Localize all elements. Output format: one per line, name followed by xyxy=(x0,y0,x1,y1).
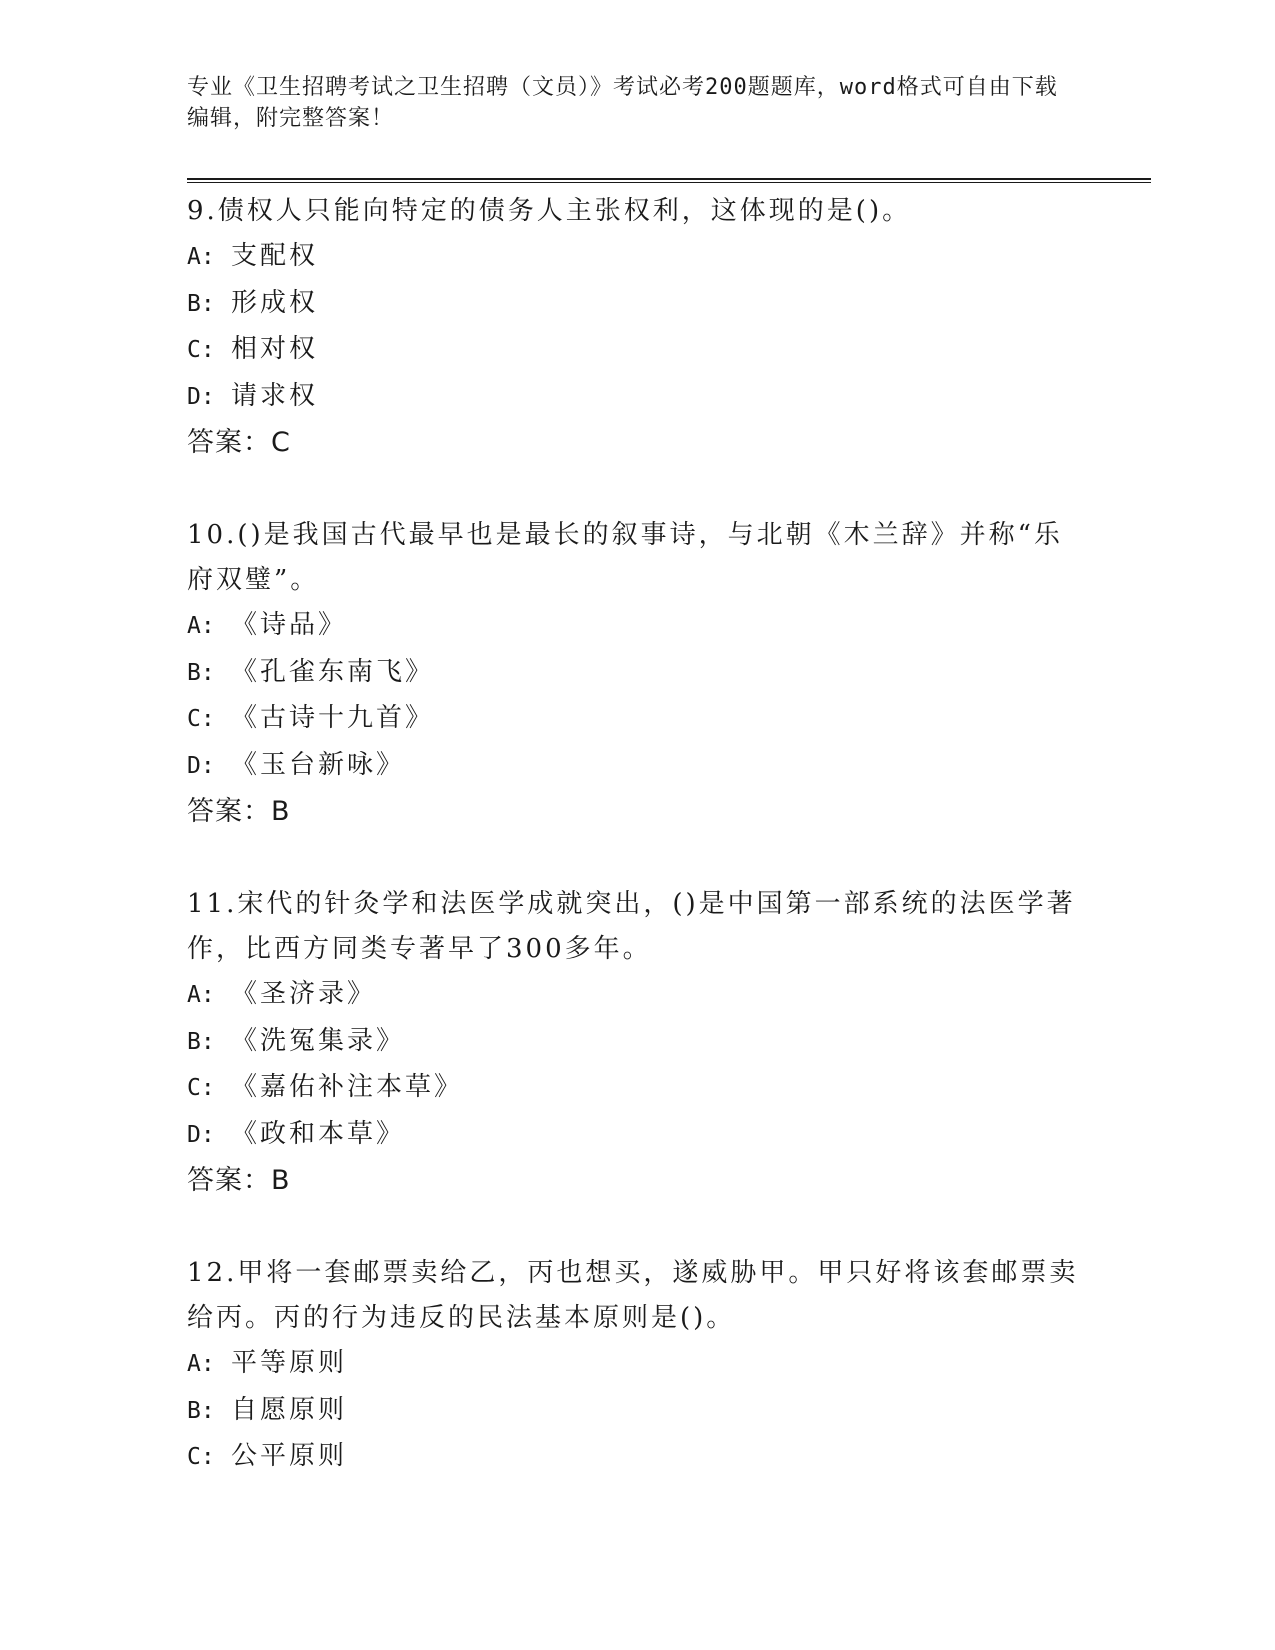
option-d xyxy=(187,374,1087,421)
option-a xyxy=(187,603,1087,650)
option-text: 《圣济录》 xyxy=(231,979,377,1009)
option-key: D: xyxy=(187,752,215,779)
question-9 xyxy=(187,189,1087,466)
option-a xyxy=(187,234,1087,281)
option-text: 请求权 xyxy=(231,380,319,411)
option-a xyxy=(187,1341,1087,1388)
option-b xyxy=(187,1388,1087,1435)
option-text: 《古诗十九首》 xyxy=(231,703,435,733)
question-10 xyxy=(187,513,1087,835)
option-b xyxy=(187,1019,1087,1066)
question-text: 11.宋代的针灸学和法医学成就突出，()是中国第一部系统的法医学著作，比西方同类专著早了300多年。 xyxy=(187,889,1076,964)
document-header: 专业《卫生招聘考试之卫生招聘（文员）》考试必考200题题库，word格式可自由下载编辑，附完整答案！ xyxy=(187,75,1058,131)
option-text: 自愿原则 xyxy=(231,1394,348,1425)
option-key: C: xyxy=(187,1444,215,1470)
option-text: 《政和本草》 xyxy=(231,1118,406,1149)
question-11 xyxy=(187,882,1087,1204)
option-key: A: xyxy=(187,244,215,270)
option-c xyxy=(187,327,1087,374)
option-b xyxy=(187,650,1087,697)
option-key: B: xyxy=(187,290,215,317)
answer-line: 答案：C xyxy=(187,427,291,458)
option-a xyxy=(187,972,1087,1019)
option-text: 相对权 xyxy=(231,334,319,364)
option-text: 《嘉佑补注本草》 xyxy=(231,1072,464,1102)
option-text: 《玉台新咏》 xyxy=(231,749,406,780)
option-c xyxy=(187,696,1087,743)
option-c xyxy=(187,1434,1087,1481)
question-12 xyxy=(187,1251,1087,1481)
option-text: 公平原则 xyxy=(231,1441,348,1471)
question-text: 12.甲将一套邮票卖给乙，丙也想买，遂威胁甲。甲只好将该套邮票卖给丙。丙的行为违反的民法基本原则是()。 xyxy=(187,1258,1079,1333)
option-text: 形成权 xyxy=(231,287,319,318)
option-b xyxy=(187,281,1087,328)
option-text: 《孔雀东南飞》 xyxy=(231,656,435,687)
option-text: 《诗品》 xyxy=(231,610,348,640)
question-text: 10.()是我国古代最早也是最长的叙事诗，与北朝《木兰辞》并称“乐府双璧”。 xyxy=(187,520,1063,595)
option-key: A: xyxy=(187,613,215,639)
header-divider xyxy=(187,178,1151,183)
option-c xyxy=(187,1065,1087,1112)
question-list xyxy=(187,189,1087,1528)
answer-line: 答案：B xyxy=(187,796,291,827)
option-key: D: xyxy=(187,1121,215,1148)
option-text: 平等原则 xyxy=(231,1348,348,1378)
option-d xyxy=(187,743,1087,790)
option-key: A: xyxy=(187,1351,215,1377)
option-text: 支配权 xyxy=(231,241,319,271)
option-key: B: xyxy=(187,659,215,686)
option-key: C: xyxy=(187,706,215,732)
option-key: C: xyxy=(187,337,215,363)
option-key: C: xyxy=(187,1075,215,1101)
option-key: D: xyxy=(187,383,215,410)
option-key: A: xyxy=(187,982,215,1008)
option-d xyxy=(187,1112,1087,1159)
answer-line: 答案：B xyxy=(187,1165,291,1196)
option-key: B: xyxy=(187,1397,215,1424)
question-text: 9.债权人只能向特定的债务人主张权利，这体现的是()。 xyxy=(187,196,912,226)
option-key: B: xyxy=(187,1028,215,1055)
option-text: 《洗冤集录》 xyxy=(231,1025,406,1056)
